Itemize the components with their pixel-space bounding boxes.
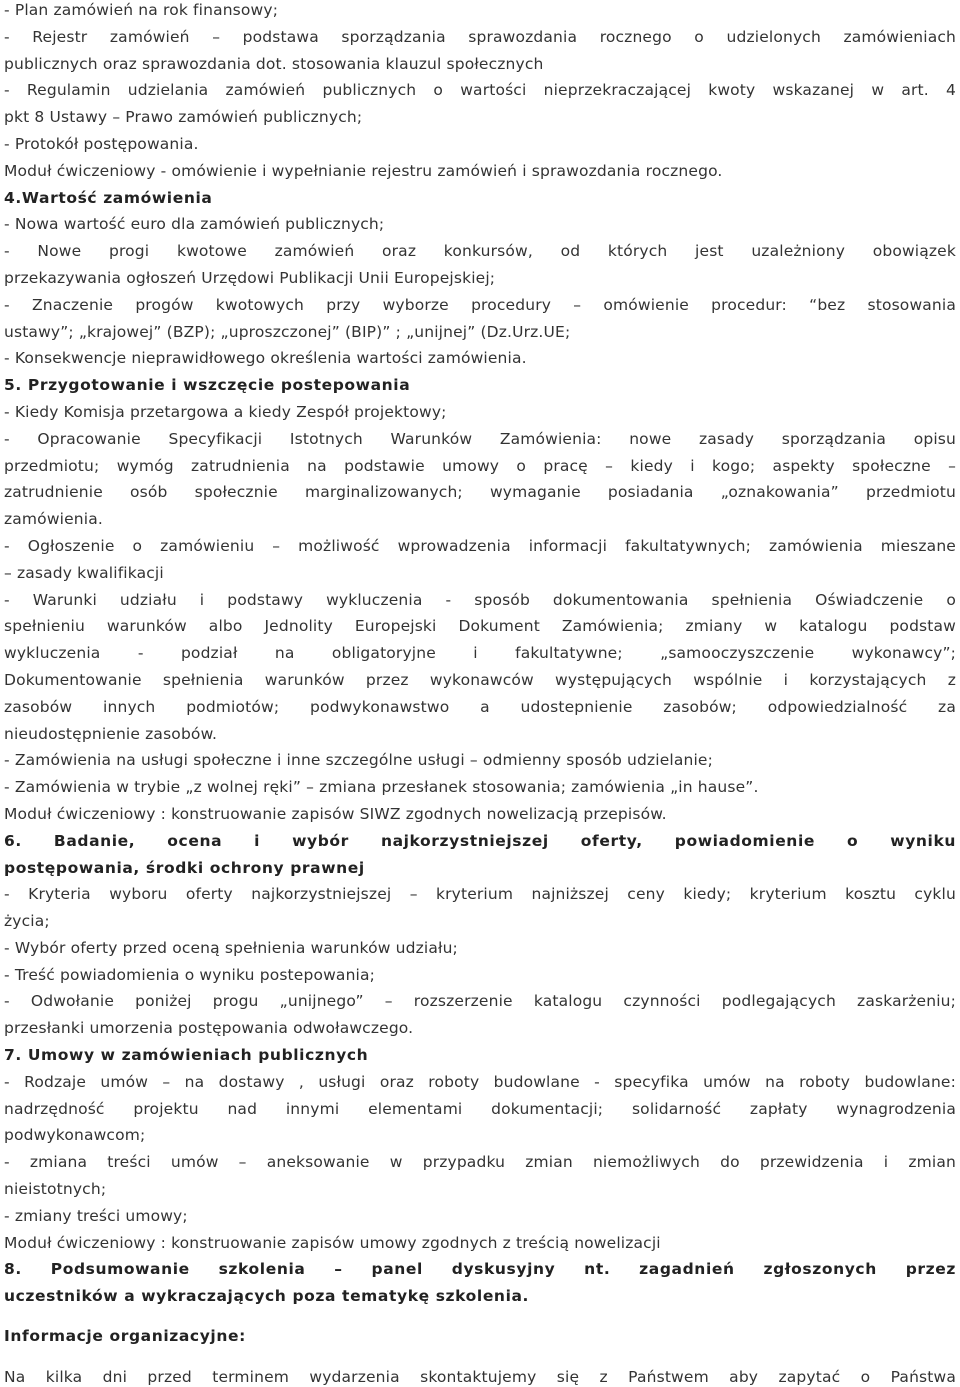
list-item-continuation: wykluczenia - podział na obligatoryjne i fakultatywne; „samooczyszczenie wykonawcy”; [4, 644, 956, 663]
exercise-module-note: Moduł ćwiczeniowy : konstruowanie zapisów umowy zgodnych z treścią nowelizacji [4, 1233, 661, 1252]
list-item-continuation: przedmiotu; wymóg zatrudnienia na podstawie umowy o pracę – kiedy i kogo; aspekty społeczne – [4, 456, 956, 475]
list-item-continuation: publicznych oraz sprawozdania dot. stosowania klauzul społecznych [4, 54, 544, 73]
list-item-continuation: spełnieniu warunków albo Jednolity Europejski Dokument Zamówienia; zmiany w katalogu podstaw [4, 617, 956, 636]
list-item-continuation: zatrudnienie osób społecznie marginalizowanych; wymaganie posiadania „oznakowania” przedmiotu [4, 483, 956, 502]
list-item: - Zamówienia w trybie „z wolnej ręki” – zmiana przesłanek stosowania; zamówienia „in hause”. [4, 778, 759, 797]
list-item: - zmiany treści umowy; [4, 1206, 188, 1225]
list-item: - Opracowanie Specyfikacji Istotnych Warunków Zamówienia: nowe zasady sporządzania opisu [4, 429, 956, 448]
list-item: - Kiedy Komisja przetargowa a kiedy Zespół projektowy; [4, 402, 447, 421]
section-heading-6: 6. Badanie, ocena i wybór najkorzystniejszej oferty, powiadomienie o wyniku [4, 831, 956, 850]
exercise-module-note: Moduł ćwiczeniowy - omówienie i wypełnianie rejestru zamówień i sprawozdania rocznego. [4, 161, 723, 180]
list-item-continuation: nadrzędność projektu nad innymi elementami dokumentacji; solidarność zapłaty wynagrodzenia [4, 1099, 956, 1118]
list-item: - Odwołanie poniżej progu „unijnego” – rozszerzenie katalogu czynności podlegających zaskarżeniu; [4, 992, 956, 1011]
list-item-continuation: zasobów innych podmiotów; podwykonawstwo a udostepnienie zasobów; odpowiedzialność za [4, 697, 956, 716]
list-item: - zmiana treści umów – aneksowanie w przypadku zmian niemożliwych do przewidzenia i zmian [4, 1153, 956, 1172]
list-item-continuation: nieistotnych; [4, 1180, 107, 1199]
list-item-continuation: pkt 8 Ustawy – Prawo zamówień publicznych; [4, 108, 363, 127]
list-item-continuation: przekazywania ogłoszeń Urzędowi Publikacji Unii Europejskiej; [4, 268, 496, 287]
list-item-continuation: nieudostępnienie zasobów. [4, 724, 218, 743]
list-item: - Plan zamówień na rok finansowy; [4, 1, 279, 19]
list-item-continuation: przesłanki umorzenia postępowania odwoławczego. [4, 1019, 414, 1038]
section-heading-8: 8. Podsumowanie szkolenia – panel dyskusyjny nt. zagadnień zgłoszonych przez [4, 1260, 956, 1279]
list-item: - Znaczenie progów kwotowych przy wyborze procedury – omówienie procedur: “bez stosowania [4, 295, 956, 314]
list-item-continuation: Dokumentowanie spełnienia warunków przez wykonawców występujących wspólnie i korzystających z [4, 670, 956, 689]
list-item: - Treść powiadomienia o wyniku postepowania; [4, 965, 376, 984]
list-item: - Kryteria wyboru oferty najkorzystniejszej – kryterium najniższej ceny kiedy; kryterium kosztu cyklu [4, 885, 956, 904]
list-item: - Ogłoszenie o zamówieniu – możliwość wprowadzenia informacji fakultatywnych; zamówienia mieszane [4, 536, 956, 555]
list-item: - Rodzaje umów – na dostawy , usługi oraz roboty budowlane - specyfika umów na roboty budowlane: [4, 1072, 956, 1091]
list-item: - Nowe progi kwotowe zamówień oraz konkursów, od których jest uzależniony obowiązek [4, 242, 956, 261]
list-item: - Konsekwencje nieprawidłowego określenia wartości zamówienia. [4, 349, 527, 368]
list-item-continuation: zamówienia. [4, 510, 103, 529]
section-heading-8-continuation: uczestników a wykraczających poza tematykę szkolenia. [4, 1287, 530, 1306]
list-item: - Warunki udziału i podstawy wykluczenia - sposób dokumentowania spełnienia Oświadczenie o [4, 590, 956, 609]
list-item: - Rejestr zamówień – podstawa sporządzania sprawozdania rocznego o udzielonych zamówieniach [4, 27, 956, 46]
list-item-continuation: ustawy”; „krajowej” (BZP); „uproszczonej” (BIP)” ; „unijnej” (Dz.Urz.UE; [4, 322, 571, 341]
list-item: - Protokół postępowania. [4, 134, 199, 153]
list-item-continuation: – zasady kwalifikacji [4, 563, 164, 582]
section-heading-7: 7. Umowy w zamówieniach publicznych [4, 1046, 369, 1065]
section-heading-4: 4.Wartość zamówienia [4, 188, 213, 207]
section-heading-5: 5. Przygotowanie i wszczęcie postepowania [4, 376, 411, 395]
exercise-module-note: Moduł ćwiczeniowy : konstruowanie zapisów SIWZ zgodnych nowelizacją przepisów. [4, 804, 667, 823]
list-item: - Nowa wartość euro dla zamówień publicznych; [4, 215, 385, 234]
section-heading-6-continuation: postępowania, środki ochrony prawnej [4, 858, 365, 877]
list-item: - Wybór oferty przed oceną spełnienia warunków udziału; [4, 938, 458, 957]
list-item: - Zamówienia na usługi społeczne i inne szczególne usługi – odmienny sposób udzielanie; [4, 751, 713, 770]
organizational-info-text: Na kilka dni przed terminem wydarzenia skontaktujemy się z Państwem aby zapytać o Państwa [4, 1367, 956, 1386]
list-item-continuation: życia; [4, 912, 50, 931]
organizational-info-heading: Informacje organizacyjne: [4, 1327, 246, 1346]
list-item: - Regulamin udzielania zamówień publicznych o wartości nieprzekraczającej kwoty wskazanej w art. 4 [4, 81, 956, 100]
list-item-continuation: podwykonawcom; [4, 1126, 146, 1145]
